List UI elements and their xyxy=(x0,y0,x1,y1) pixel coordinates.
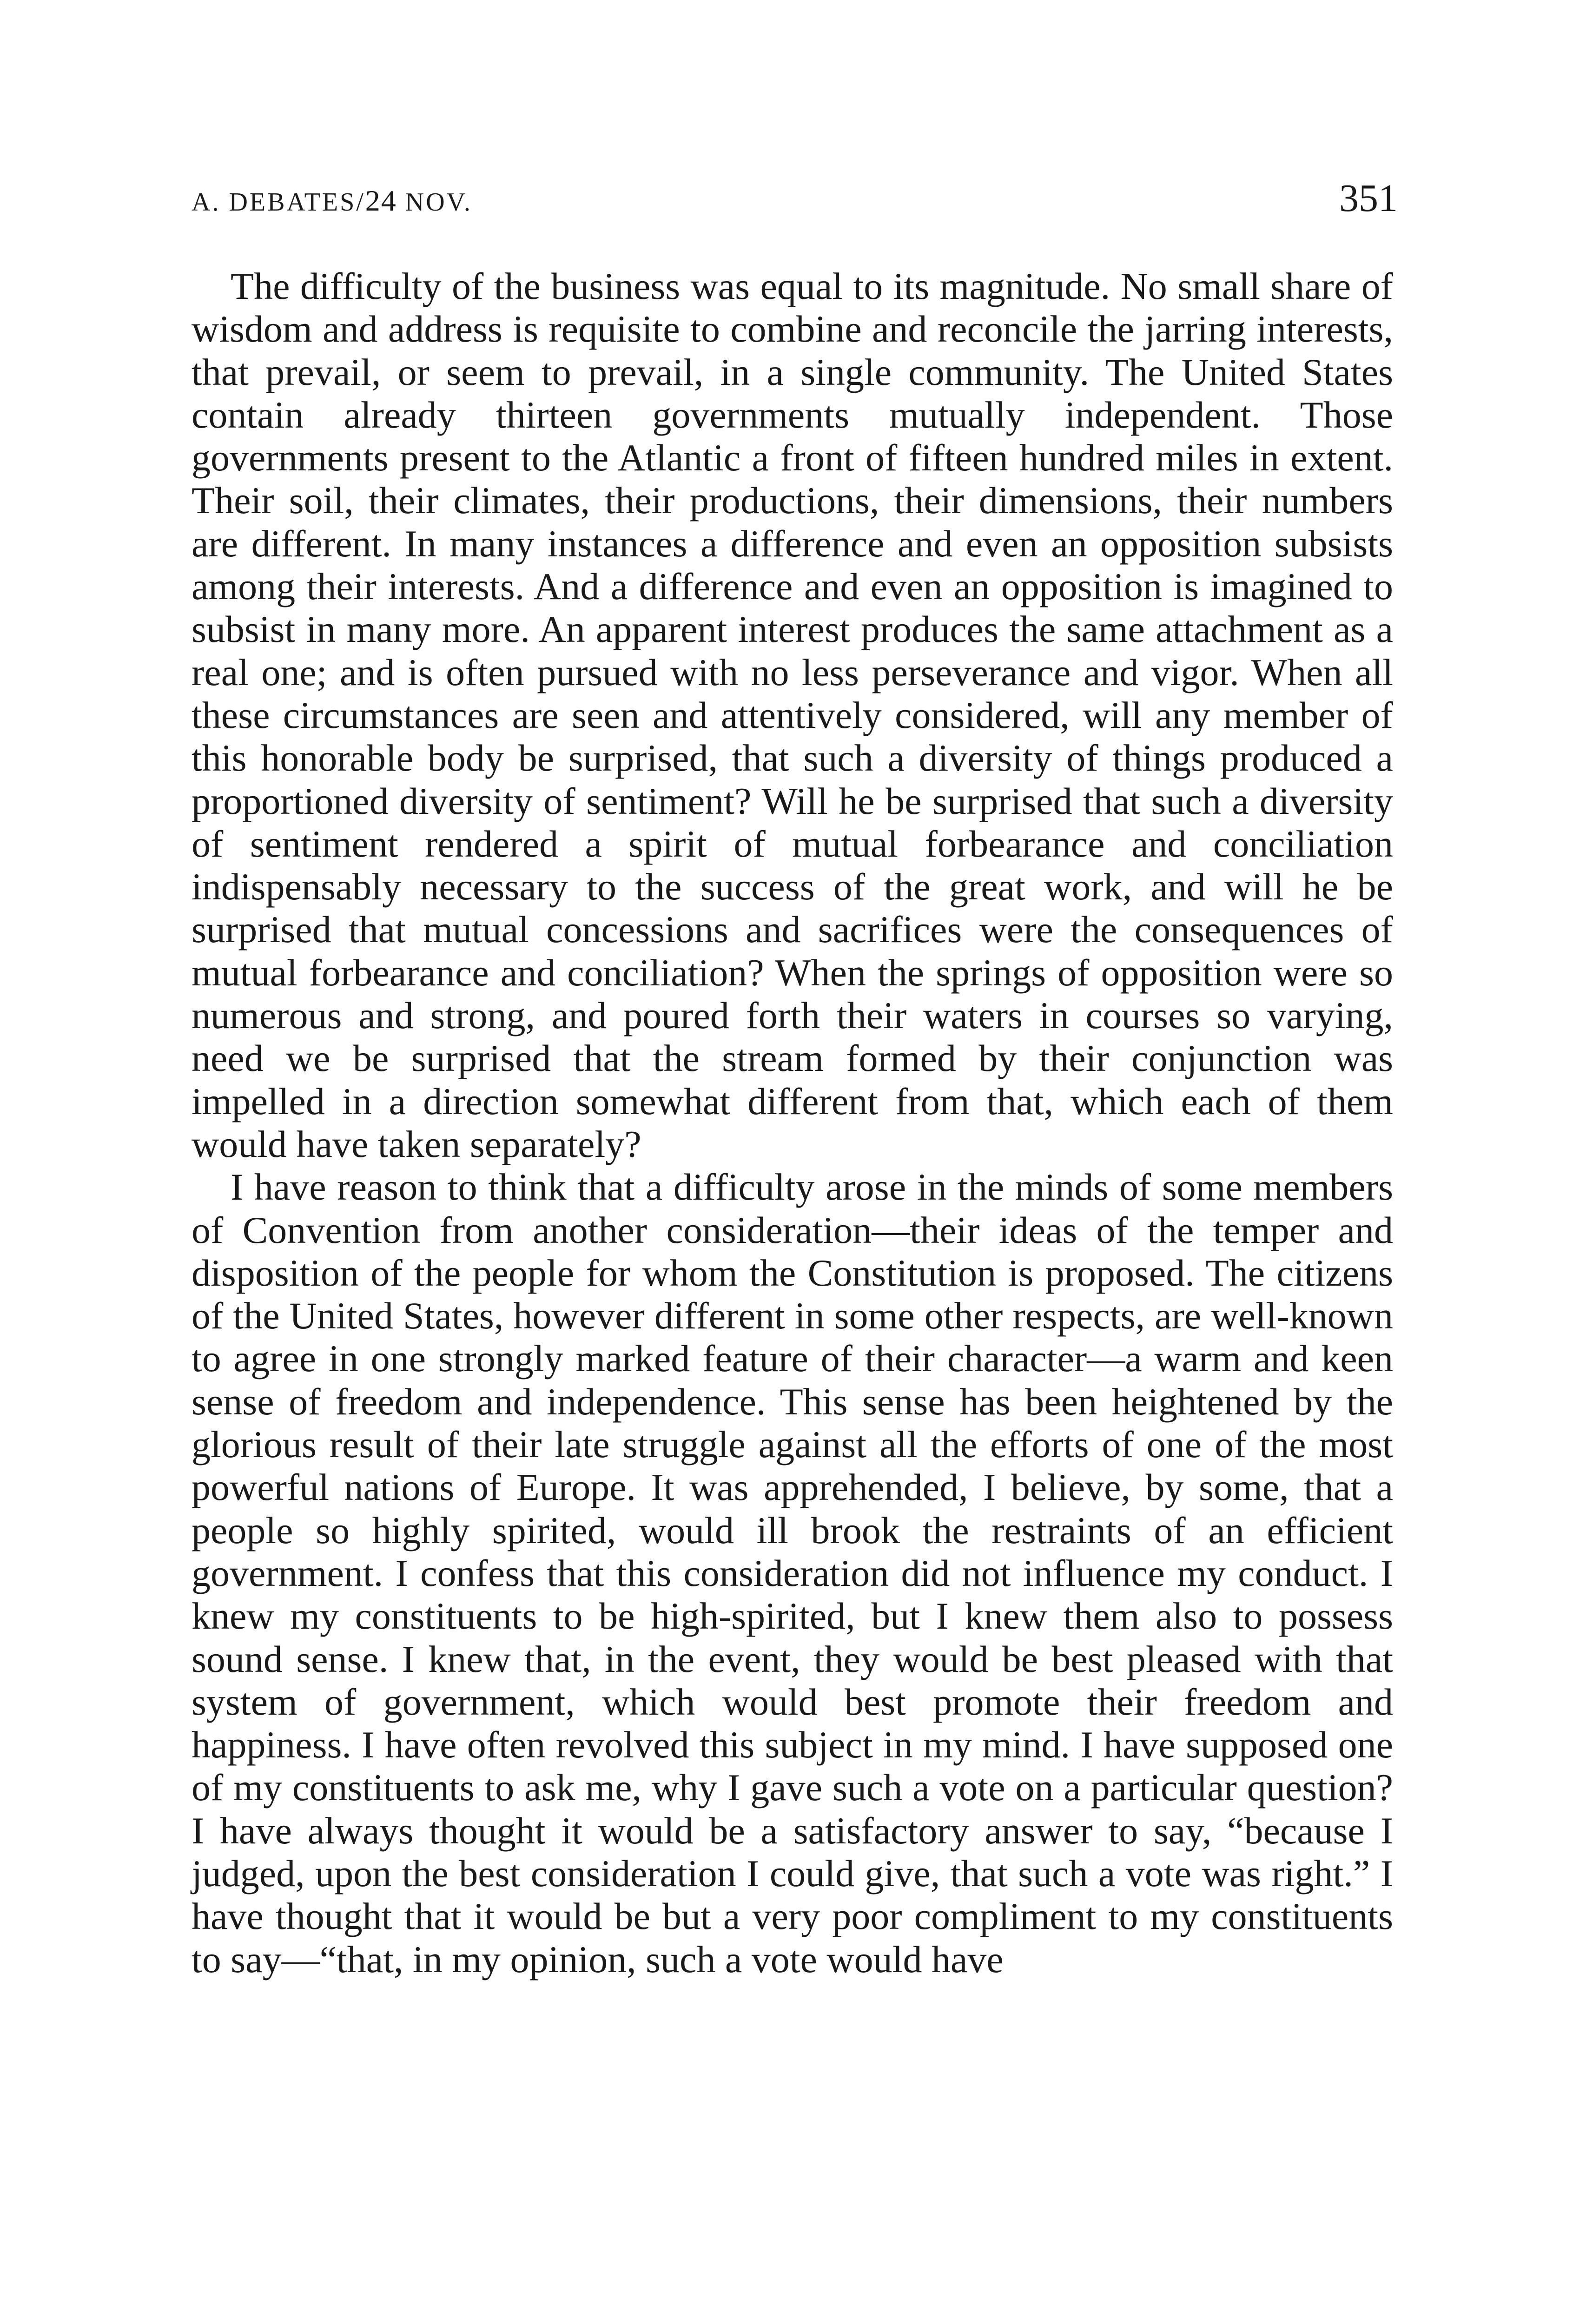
paragraph-2: I have reason to think that a difficulty arose in the minds of some members of Convention from another consideration—their ideas of the temper and disposition of the people for whom the Constitution is proposed. The citizens of the United States, however different in some other respects, are well-known to agree in one strongly marked feature of their character—a warm and keen sense of freedom and independence. This sense has been heightened by the glorious result of their late struggle against all the efforts of one of the most powerful nations of Europe. It was apprehended, I believe, by some, that a people so highly spirited, would ill brook the restraints of an efficient government. I confess that this consideration did not influence my conduct. I knew my constituents to be high-spirited, but I knew them also to possess sound sense. I knew that, in the event, they would be best pleased with that system of government, which would best promote their freedom and happiness. I have often revolved this subject in my mind. I have supposed one of my constituents to ask me, why I gave such a vote on a particular question? I have always thought it would be a satisfactory answer to say, “because I judged, upon the best consideration I could give, that such a vote was right.” I have thought that it would be but a very poor compliment to my constituents to say—“that, in my opinion, such a vote would have xyxy=(192,1166,1393,1981)
running-head xyxy=(192,184,472,218)
body-text xyxy=(192,265,1393,1981)
page-number: 351 xyxy=(1339,177,1398,220)
paragraph-1: The difficulty of the business was equal to its magnitude. No small share of wisdom and address is requisite to combine and reconcile the jarring interests, that prevail, or seem to prevail, in a single community. The United States contain already thirteen governments mutually independent. Those governments present to the Atlantic a front of fifteen hundred miles in extent. Their soil, their climates, their productions, their dimensions, their numbers are different. In many instances a difference and even an opposition subsists among their interests. And a difference and even an opposition is imagined to subsist in many more. An apparent interest produces the same attachment as a real one; and is often pursued with no less perseverance and vigor. When all these circumstances are seen and attentively considered, will any member of this honorable body be surprised, that such a diversity of things produced a proportioned diversity of sentiment? Will he be surprised that such a diversity of sentiment rendered a spirit of mutual forbearance and conciliation indispensably necessary to the success of the great work, and will he be surprised that mutual concessions and sacrifices were the consequences of mutual forbearance and conciliation? When the springs of opposition were so numerous and strong, and poured forth their waters in courses so varying, need we be surprised that the stream formed by their conjunction was impelled in a direction somewhat different from that, which each of them would have taken separately? xyxy=(192,265,1393,1165)
running-head-date: 24 xyxy=(365,184,397,217)
running-head-prefix: A. DEBATES/ xyxy=(192,188,365,217)
running-head-suffix: NOV. xyxy=(396,188,472,217)
